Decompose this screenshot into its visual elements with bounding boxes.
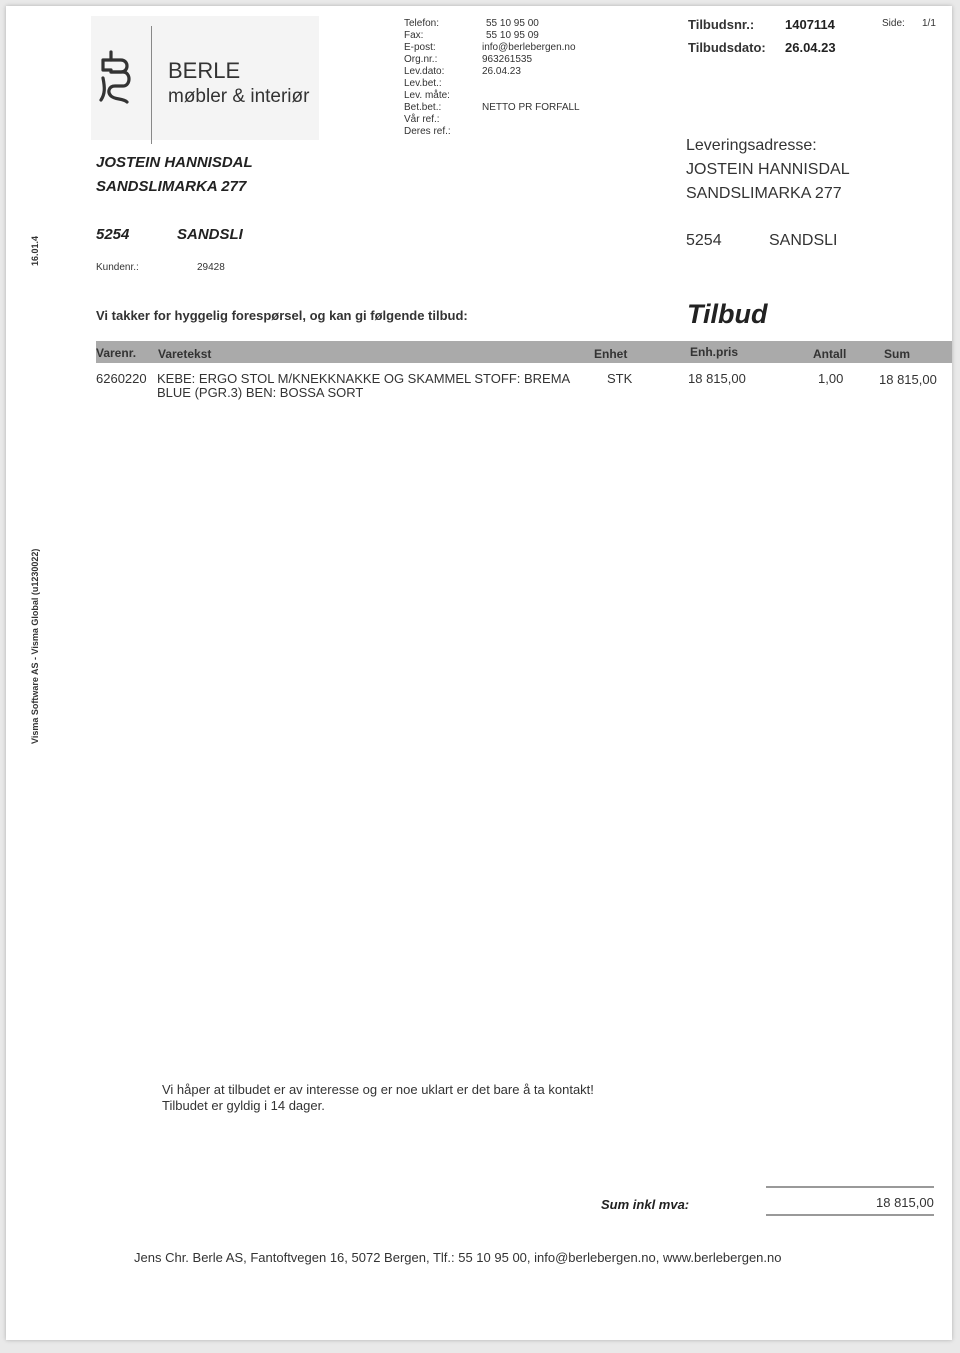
row-enhpris: 18 815,00 (688, 371, 746, 386)
berle-logo-icon (97, 48, 137, 104)
delivery-street: SANDSLIMARKA 277 (686, 185, 842, 202)
sum-line-bottom (766, 1214, 934, 1216)
tilbudsdato-value: 26.04.23 (785, 40, 836, 55)
row-varetekst-line1: KEBE: ERGO STOL M/KNEKKNAKKE OG SKAMMEL STOFF: BREMA (157, 371, 571, 386)
delivery-city: SANDSLI (769, 232, 838, 249)
closing-line-1: Vi håper at tilbudet er av interesse og er noe uklart er det bare å ta kontakt! (162, 1082, 594, 1097)
customer-name: JOSTEIN HANNISDAL (96, 154, 253, 171)
row-varenr: 6260220 (96, 371, 147, 386)
delivery-title: Leveringsadresse: (686, 137, 817, 154)
tilbudsdato-label: Tilbudsdato: (688, 40, 766, 55)
kundenr-label: Kundenr.: (96, 262, 139, 273)
row-varetekst-line2: BLUE (PGR.3) BEN: BOSSA SORT (157, 385, 364, 400)
sum-line-top (766, 1186, 934, 1188)
orgnr-value: 963261535 (482, 54, 533, 65)
margin-version: 16.01.4 (30, 235, 40, 266)
phone-value: 55 10 95 00 (486, 18, 539, 29)
document-page (6, 6, 952, 1340)
row-sum: 18 815,00 (879, 372, 937, 387)
label-var-ref: Vår ref.: (404, 114, 440, 125)
betbet-value: NETTO PR FORFALL (482, 102, 580, 113)
customer-street: SANDSLIMARKA 277 (96, 178, 247, 195)
levdato-value: 26.04.23 (482, 66, 521, 77)
side-label: Side: (882, 18, 905, 29)
intro-text: Vi takker for hyggelig forespørsel, og kan gi følgende tilbud: (96, 308, 468, 323)
logo-divider (151, 26, 152, 144)
company-logo (91, 16, 319, 140)
col-antall: Antall (813, 347, 847, 361)
tilbudsnr-value: 1407114 (785, 17, 835, 32)
closing-line-2: Tilbudet er gyldig i 14 dager. (162, 1098, 325, 1113)
fax-value: 55 10 95 09 (486, 30, 539, 41)
email-value: info@berlebergen.no (482, 42, 576, 53)
customer-postcode: 5254 (96, 226, 130, 243)
company-name: BERLE (168, 58, 241, 83)
margin-software: Visma Software AS - Visma Global (u1230022) (30, 548, 40, 744)
label-levbet: Lev.bet.: (404, 78, 442, 89)
label-fax: Fax: (404, 30, 424, 41)
label-deres-ref: Deres ref.: (404, 126, 451, 137)
col-enhet: Enhet (594, 347, 628, 361)
company-tagline: møbler & interiør (168, 86, 310, 107)
delivery-name: JOSTEIN HANNISDAL (686, 161, 850, 178)
sum-value: 18 815,00 (876, 1195, 934, 1210)
col-varetekst: Varetekst (158, 347, 212, 361)
tilbudsnr-label: Tilbudsnr.: (688, 17, 755, 32)
sum-label: Sum inkl mva: (601, 1197, 690, 1212)
side-value: 1/1 (922, 18, 936, 29)
label-telefon: Telefon: (404, 18, 440, 29)
label-levmate: Lev. måte: (404, 90, 450, 101)
label-epost: E-post: (404, 42, 436, 53)
label-levdato: Lev.dato: (404, 66, 445, 77)
col-enhpris: Enh.pris (690, 345, 739, 359)
col-varenr: Varenr. (96, 346, 137, 360)
delivery-postcode: 5254 (686, 232, 722, 249)
label-orgnr: Org.nr.: (404, 54, 438, 65)
col-sum: Sum (884, 347, 911, 361)
document-type: Tilbud (687, 299, 768, 329)
kundenr-value: 29428 (197, 262, 225, 273)
row-antall: 1,00 (818, 371, 844, 386)
label-betbet: Bet.bet.: (404, 102, 442, 113)
customer-city: SANDSLI (177, 226, 243, 243)
row-enhet: STK (607, 371, 633, 386)
footer-text: Jens Chr. Berle AS, Fantoftvegen 16, 5072 Bergen, Tlf.: 55 10 95 00, info@berlebergen.no, www.berlebergen.no (134, 1250, 782, 1265)
